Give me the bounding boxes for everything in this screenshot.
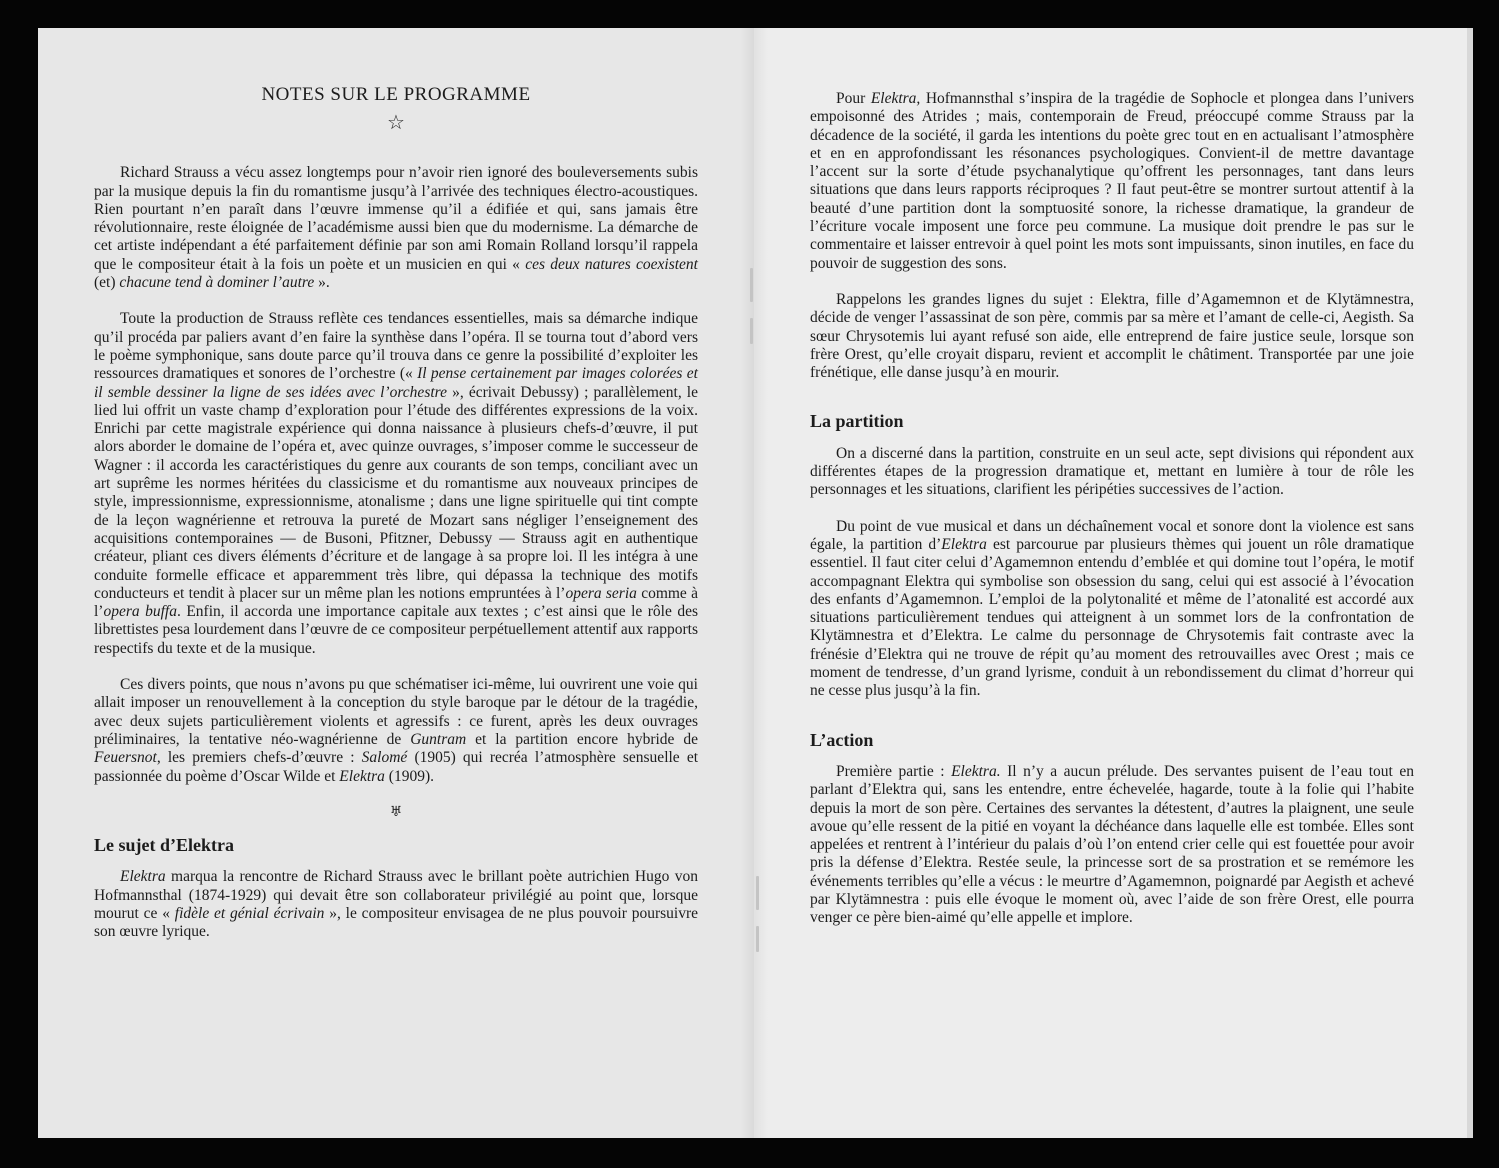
paragraph: Du point de vue musical et dans un déchaînement vocal et sonore dont la violence est sans égale, la partition d’Elektra est parcourue par plusieurs thèmes qui jouent un rôle dramatique essentiel. Il faut citer celui d’Agamemnon entendu d’emblée et qui domine tout l’opéra, le motif accompagnant Elektra qui symbolise son obsession du sang, celui qui est associé à l’évocation des enfants d’Agamemnon. L’emploi de la polytonalité et même de l’atonalité est accordé aux situations particulièrement tendues qui atteignent à un sommet lors de la confrontation de Klytämnestra et d’Elektra. Le calme du personnage de Chrysotemis fait contraste avec la frénésie d’Elektra qui ne trouve de répit qu’au moment des retrouvailles avec Orest ; mais ce moment de tendresse, d’un grand lyrisme, conduit à un rebondissement du climat d’horreur qui ne cesse plus jusqu’à la fin.: [810, 517, 1414, 700]
staple-mark: [750, 268, 753, 302]
staple-mark: [750, 318, 753, 344]
gutter-shadow-left: [740, 28, 754, 1138]
staple-mark: [756, 876, 759, 910]
staple-mark: [756, 926, 759, 952]
paragraph: Toute la production de Strauss reflète ces tendances essentielles, mais sa démarche indique qu’il procéda par paliers avant d’en faire la synthèse dans l’opéra. Il se tourna tout d’abord vers le poème symphonique, sans doute parce qu’il trouva dans ce genre la possibilité d’exploiter les ressources dramatiques et sonores de l’orchestre (« Il pense certainement par images colorées et il semble dessiner la ligne de ses idées avec l’orchestre », écrivait Debussy) ; parallèlement, le lied lui offrit un vaste champ d’exploration pour l’étude des différentes expressions de la voix. Enrichi par cette magistrale expérience qui donna naissance à plusieurs chefs-d’œuvre, il put alors aborder le domaine de l’opéra et, avec quinze ouvrages, s’imposer comme le successeur de Wagner : il accorda les caractéristiques du genre aux courants de son temps, conciliant avec un art suprême les normes héritées du classicisme et du romantisme aux nouveaux principes de style, impressionnisme, expressionnisme, atonalisme ; dans une ligne spirituelle qui tint compte de la leçon wagnérienne et retrouva la pureté de Mozart sans négliger l’enseignement des acquisitions contemporaines — de Busoni, Pfitzner, Debussy — Strauss agit en authentique créateur, pliant ces divers éléments d’écriture et de langage à sa propre loi. Il les intégra à une conduite formelle efficace et apparemment très libre, qui dépassa la technique des motifs conducteurs et tendit à placer sur un même plan les notions empruntées à l’opera seria comme à l’opera buffa. Enfin, il accorda une importance capitale aux textes ; c’est ainsi que le rôle des librettistes pesa lourdement dans l’œuvre de ce compositeur perpétuellement attentif aux rapports respectifs du texte et de la musique.: [94, 310, 698, 657]
fleuron-ornament: ♅: [389, 804, 403, 820]
left-column: [94, 86, 698, 960]
page-edge: [1467, 28, 1473, 1138]
paragraph: Richard Strauss a vécu assez longtemps pour n’avoir rien ignoré des bouleversements subis par la musique depuis la fin du romantisme jusqu’à l’arrivée des techniques électro-acoustiques. Rien pourtant n’en paraît dans l’œuvre immense qu’il a édifiée et qui, sans jamais être révolutionnaire, reste éloignée de l’académisme aussi bien que du modernisme. La démarche de cet artiste indépendant a été parfaitement définie par son ami Romain Rolland lorsqu’il rappela que le compositeur était à la fois un poète et un musicien en qui « ces deux natures coexistent (et) chacune tend à dominer l’autre ».: [94, 164, 698, 292]
right-page: [754, 28, 1473, 1138]
paragraph: Première partie : Elektra. Il n’y a aucun prélude. Des servantes puisent de l’eau tout en parlant d’Elektra qui, sans les entendre, entre échevelée, hagarde, toute à la folie qui l’habite depuis la mort de son père. Certaines des servantes la détestent, d’autres la plaignent, une seule avoue qu’elle ressent de la pitié en voyant la déchéance dans laquelle elle est tombée. Elles sont appelées et rentrent à l’intérieur du palais d’où l’on entend crier celle qui est fouettée pour avoir pris la défense d’Elektra. Restée seule, la princesse sort de sa prostration et se remémore les événements terribles qu’elle a vécus : le meurtre d’Agamemnon, poignardé par Aegisth et achevé par Klytämnestra : puis elle évoque le moment où, avec l’aide de son frère Orest, elle pourra venger ce père bien-aimé qu’elle appelle et implore.: [810, 762, 1414, 927]
section-heading-sujet: Le sujet d’Elektra: [94, 835, 234, 856]
paragraph: Rappelons les grandes lignes du sujet : Elektra, fille d’Agamemnon et de Klytämnestra, décide de venger l’assassinat de son père, commis par sa mère et l’amant de celle-ci, Aegisth. Sa sœur Chrysotemis lui ayant refusé son aide, elle entreprend de faire justice seule, lorsque son frère Orest, qu’elle croyait disparu, revient et accomplit le châtiment. Transportée par une joie frénétique, elle danse jusqu’à en mourir.: [810, 290, 1414, 382]
paragraph: Elektra marqua la rencontre de Richard Strauss avec le brillant poète autrichien Hugo von Hofmannsthal (1874-1929) qui devait être son collaborateur privilégié au point que, lorsque mourut ce « fidèle et génial écrivain », le compositeur envisagea de ne plus pouvoir poursuivre son œuvre lyrique.: [94, 868, 698, 941]
page-title: NOTES SUR LE PROGRAMME: [261, 84, 531, 105]
gutter-shadow-right: [754, 28, 768, 1138]
right-column: [810, 90, 1414, 946]
section-heading-partition: La partition: [810, 411, 904, 432]
section-heading-action: L’action: [810, 729, 874, 750]
paragraph: Pour Elektra, Hofmannsthal s’inspira de la tragédie de Sophocle et plongea dans l’univers empoisonné des Atrides ; mais, contemporain de Freud, préoccupé comme Strauss par la décadence de la société, il garda les intentions du poète grec tout en en actualisant l’atmosphère et en en approfondissant les résonances psychologiques. Convient-il de mettre davantage l’accent sur la sorte d’étude psychanalytique qu’offrent les personnages, tant dans leurs situations que dans leurs rapports réciproques ? Il faut peut-être se montrer surtout attentif à la beauté d’une partition dont la somptuosité sonore, la richesse dramatique, la grandeur de l’écriture vocale imposent une force peu commune. La musique doit prendre le pas sur le commentaire et laisser entrevoir à quel point les mots sont impuissants, sinon inutiles, en face du pouvoir de suggestion des sons.: [810, 90, 1414, 272]
left-page: [38, 28, 754, 1138]
star-ornament: ☆: [387, 112, 405, 135]
paragraph: On a discerné dans la partition, construite en un seul acte, sept divisions qui répondent aux différentes étapes de la progression dramatique et, mettant en lumière à tour de rôle les personnages et les situations, clarifient les péripéties successives de l’action.: [810, 444, 1414, 499]
paragraph: Ces divers points, que nous n’avons pu que schématiser ici-même, lui ouvrirent une voie qui allait imposer un renouvellement à la conception du style baroque par le détour de la tragédie, avec deux sujets particulièrement violents et agressifs : ce furent, après les deux ouvrages préliminaires, la tentative néo-wagnérienne de Guntram et la partition encore hybride de Feuersnot, les premiers chefs-d’œuvre : Salomé (1905) qui recréa l’atmosphère sensuelle et passionnée du poème d’Oscar Wilde et Elektra (1909).: [94, 676, 699, 785]
